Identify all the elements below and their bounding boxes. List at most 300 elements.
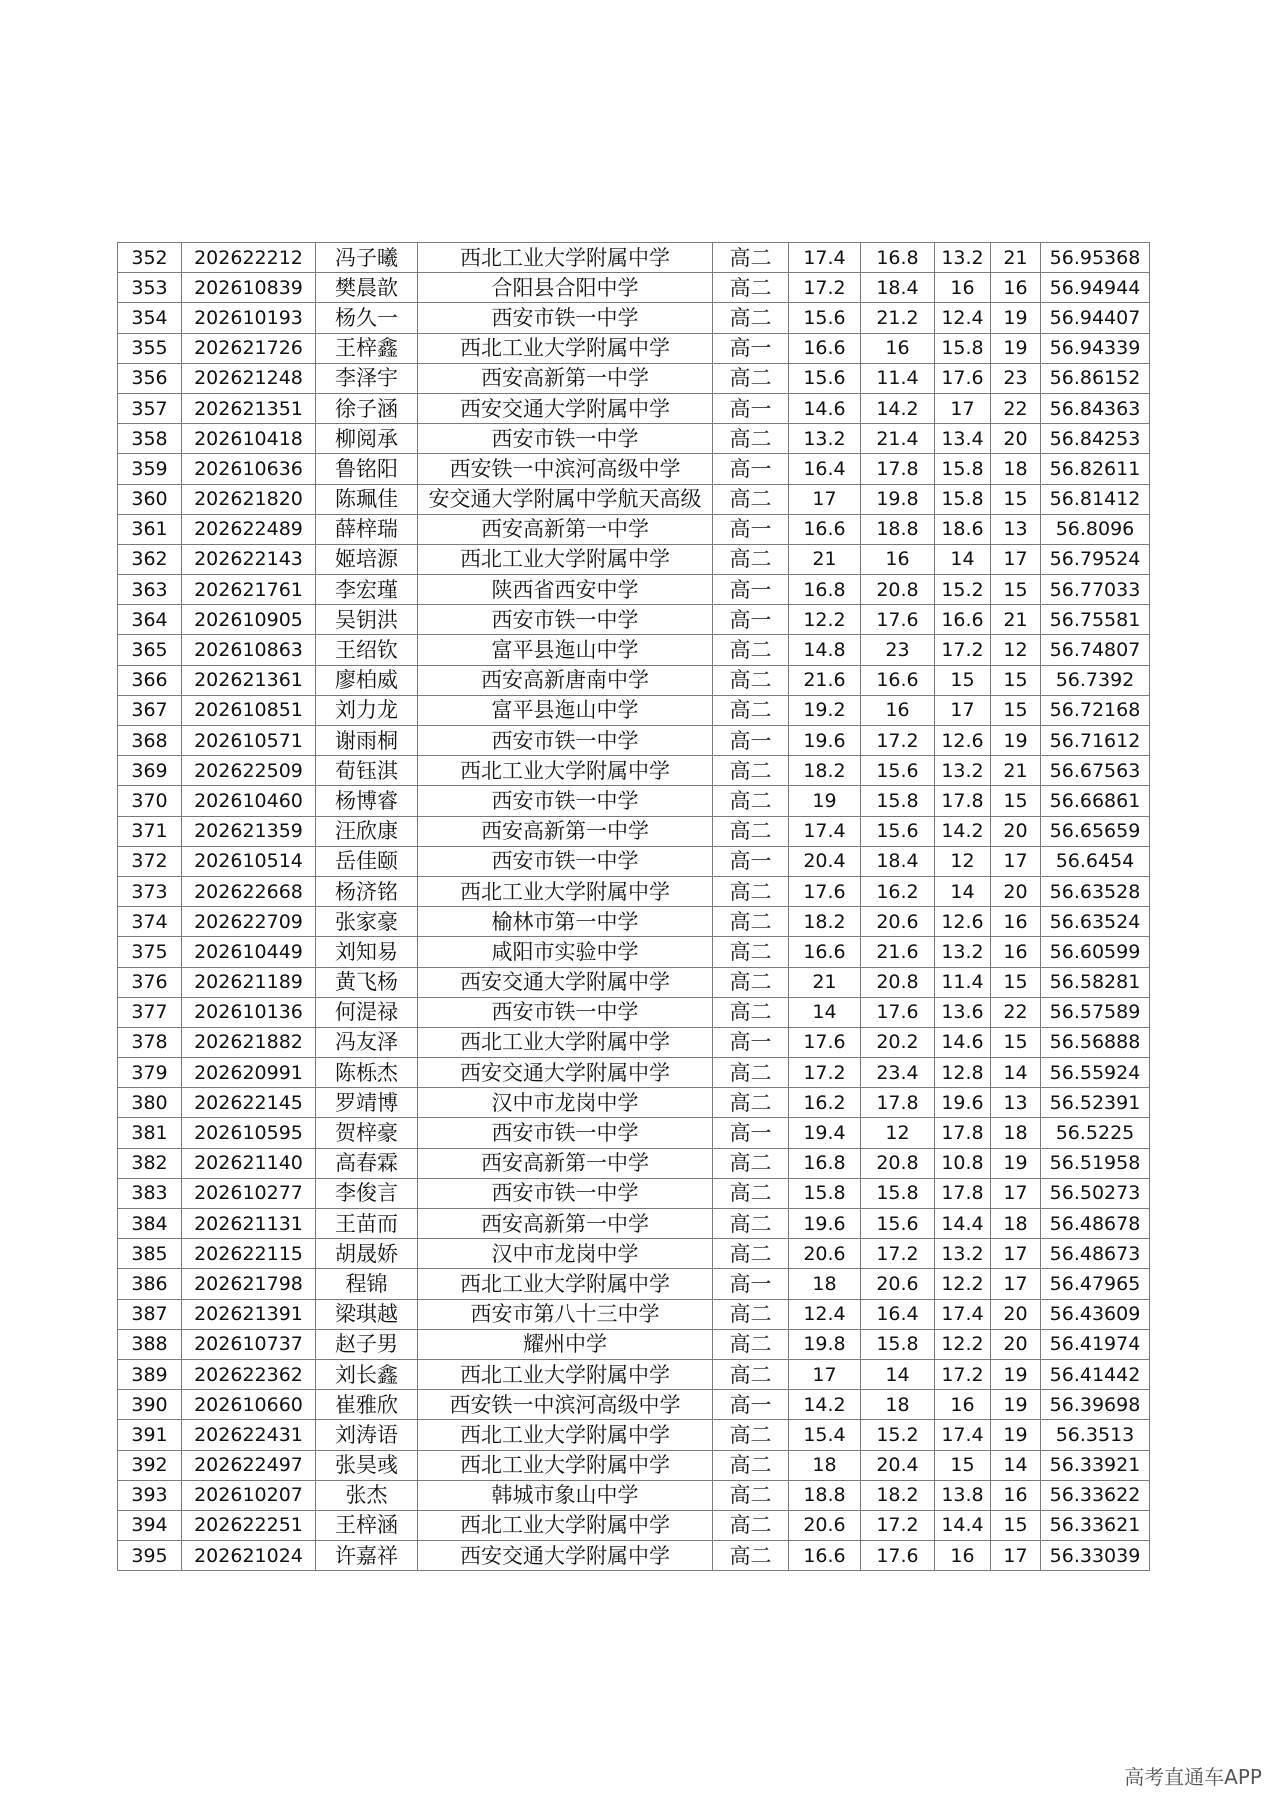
total-cell: 56.7392 — [1041, 665, 1150, 695]
id-cell: 202621140 — [182, 1148, 316, 1178]
grade-cell: 高二 — [713, 937, 789, 967]
name-cell: 徐子涵 — [316, 393, 418, 423]
name-cell: 许嘉祥 — [316, 1541, 418, 1571]
table-row — [118, 1148, 1150, 1178]
score-3-cell: 17 — [935, 695, 991, 725]
id-cell: 202610207 — [182, 1480, 316, 1510]
score-2-cell: 17.6 — [861, 1541, 935, 1571]
score-4-cell: 15 — [991, 484, 1041, 514]
table-row — [118, 846, 1150, 876]
rank-cell: 354 — [118, 303, 182, 333]
score-3-cell: 16.6 — [935, 605, 991, 635]
school-cell: 西安高新第一中学 — [418, 816, 713, 846]
id-cell: 202610136 — [182, 997, 316, 1027]
rank-cell: 379 — [118, 1058, 182, 1088]
grade-cell: 高二 — [713, 1239, 789, 1269]
score-1-cell: 17.2 — [789, 273, 861, 303]
score-2-cell: 18.4 — [861, 273, 935, 303]
score-2-cell: 16 — [861, 333, 935, 363]
total-cell: 56.48678 — [1041, 1209, 1150, 1239]
score-1-cell: 18.2 — [789, 756, 861, 786]
rank-cell: 377 — [118, 997, 182, 1027]
table-row — [118, 635, 1150, 665]
total-cell: 56.55924 — [1041, 1058, 1150, 1088]
total-cell: 56.33622 — [1041, 1480, 1150, 1510]
school-cell: 西安市铁一中学 — [418, 846, 713, 876]
rank-cell: 378 — [118, 1027, 182, 1057]
score-2-cell: 18.4 — [861, 846, 935, 876]
total-cell: 56.56888 — [1041, 1027, 1150, 1057]
name-cell: 陈珮佳 — [316, 484, 418, 514]
score-4-cell: 15 — [991, 967, 1041, 997]
rank-cell: 353 — [118, 273, 182, 303]
name-cell: 王梓鑫 — [316, 333, 418, 363]
score-1-cell: 16.8 — [789, 575, 861, 605]
score-1-cell: 14.6 — [789, 393, 861, 423]
id-cell: 202621351 — [182, 393, 316, 423]
name-cell: 黄飞杨 — [316, 967, 418, 997]
score-4-cell: 17 — [991, 544, 1041, 574]
score-3-cell: 17.8 — [935, 786, 991, 816]
score-4-cell: 19 — [991, 303, 1041, 333]
total-cell: 56.41974 — [1041, 1329, 1150, 1359]
table-row — [118, 665, 1150, 695]
name-cell: 李泽宇 — [316, 363, 418, 393]
school-cell: 西安市铁一中学 — [418, 1118, 713, 1148]
score-4-cell: 12 — [991, 635, 1041, 665]
grade-cell: 高一 — [713, 1390, 789, 1420]
table-row — [118, 1118, 1150, 1148]
total-cell: 56.8096 — [1041, 514, 1150, 544]
id-cell: 202622212 — [182, 243, 316, 273]
name-cell: 陈栎杰 — [316, 1058, 418, 1088]
school-cell: 西安高新第一中学 — [418, 363, 713, 393]
school-cell: 陕西省西安中学 — [418, 575, 713, 605]
score-2-cell: 19.8 — [861, 484, 935, 514]
total-cell: 56.95368 — [1041, 243, 1150, 273]
score-table-container — [117, 242, 1150, 1571]
score-4-cell: 23 — [991, 363, 1041, 393]
score-1-cell: 14.2 — [789, 1390, 861, 1420]
school-cell: 西北工业大学附属中学 — [418, 1510, 713, 1540]
score-4-cell: 13 — [991, 514, 1041, 544]
score-3-cell: 14.4 — [935, 1209, 991, 1239]
table-row — [118, 1058, 1150, 1088]
score-2-cell: 20.6 — [861, 1269, 935, 1299]
name-cell: 吴钥洪 — [316, 605, 418, 635]
score-2-cell: 23.4 — [861, 1058, 935, 1088]
school-cell: 汉中市龙岗中学 — [418, 1088, 713, 1118]
id-cell: 202621726 — [182, 333, 316, 363]
rank-cell: 367 — [118, 695, 182, 725]
school-cell: 西安交通大学附属中学 — [418, 1541, 713, 1571]
grade-cell: 高二 — [713, 1420, 789, 1450]
id-cell: 202610514 — [182, 846, 316, 876]
score-1-cell: 13.2 — [789, 424, 861, 454]
id-cell: 202622362 — [182, 1359, 316, 1389]
score-1-cell: 17.2 — [789, 1058, 861, 1088]
total-cell: 56.3513 — [1041, 1420, 1150, 1450]
score-1-cell: 21 — [789, 544, 861, 574]
grade-cell: 高一 — [713, 1118, 789, 1148]
table-row — [118, 1480, 1150, 1510]
rank-cell: 388 — [118, 1329, 182, 1359]
score-4-cell: 16 — [991, 1480, 1041, 1510]
rank-cell: 387 — [118, 1299, 182, 1329]
rank-cell: 368 — [118, 726, 182, 756]
grade-cell: 高二 — [713, 1510, 789, 1540]
id-cell: 202622143 — [182, 544, 316, 574]
rank-cell: 357 — [118, 393, 182, 423]
name-cell: 张杰 — [316, 1480, 418, 1510]
rank-cell: 355 — [118, 333, 182, 363]
table-row — [118, 514, 1150, 544]
total-cell: 56.41442 — [1041, 1359, 1150, 1389]
total-cell: 56.50273 — [1041, 1178, 1150, 1208]
score-3-cell: 17.2 — [935, 1359, 991, 1389]
score-4-cell: 22 — [991, 393, 1041, 423]
score-2-cell: 16 — [861, 695, 935, 725]
score-2-cell: 16.8 — [861, 243, 935, 273]
total-cell: 56.39698 — [1041, 1390, 1150, 1420]
score-3-cell: 13.2 — [935, 756, 991, 786]
rank-cell: 395 — [118, 1541, 182, 1571]
grade-cell: 高二 — [713, 1359, 789, 1389]
rank-cell: 393 — [118, 1480, 182, 1510]
id-cell: 202610460 — [182, 786, 316, 816]
table-row — [118, 876, 1150, 906]
total-cell: 56.84253 — [1041, 424, 1150, 454]
name-cell: 冯子曦 — [316, 243, 418, 273]
school-cell: 西安市铁一中学 — [418, 997, 713, 1027]
rank-cell: 392 — [118, 1450, 182, 1480]
grade-cell: 高一 — [713, 1269, 789, 1299]
score-2-cell: 11.4 — [861, 363, 935, 393]
total-cell: 56.52391 — [1041, 1088, 1150, 1118]
table-row — [118, 1209, 1150, 1239]
table-row — [118, 484, 1150, 514]
rank-cell: 374 — [118, 907, 182, 937]
total-cell: 56.72168 — [1041, 695, 1150, 725]
rank-cell: 366 — [118, 665, 182, 695]
total-cell: 56.63524 — [1041, 907, 1150, 937]
id-cell: 202622668 — [182, 876, 316, 906]
rank-cell: 362 — [118, 544, 182, 574]
grade-cell: 高二 — [713, 695, 789, 725]
name-cell: 杨久一 — [316, 303, 418, 333]
score-2-cell: 18 — [861, 1390, 935, 1420]
table-row — [118, 967, 1150, 997]
score-3-cell: 17.8 — [935, 1118, 991, 1148]
school-cell: 西安市铁一中学 — [418, 303, 713, 333]
total-cell: 56.94407 — [1041, 303, 1150, 333]
total-cell: 56.51958 — [1041, 1148, 1150, 1178]
rank-cell: 384 — [118, 1209, 182, 1239]
school-cell: 西安高新唐南中学 — [418, 665, 713, 695]
score-2-cell: 15.6 — [861, 1209, 935, 1239]
name-cell: 廖柏威 — [316, 665, 418, 695]
grade-cell: 高二 — [713, 424, 789, 454]
table-row — [118, 786, 1150, 816]
name-cell: 王苗而 — [316, 1209, 418, 1239]
grade-cell: 高二 — [713, 907, 789, 937]
grade-cell: 高二 — [713, 816, 789, 846]
id-cell: 202621391 — [182, 1299, 316, 1329]
name-cell: 罗靖博 — [316, 1088, 418, 1118]
score-3-cell: 16 — [935, 1541, 991, 1571]
score-2-cell: 12 — [861, 1118, 935, 1148]
score-3-cell: 13.8 — [935, 1480, 991, 1510]
id-cell: 202622115 — [182, 1239, 316, 1269]
id-cell: 202610737 — [182, 1329, 316, 1359]
table-row — [118, 695, 1150, 725]
score-4-cell: 21 — [991, 756, 1041, 786]
school-cell: 西安高新第一中学 — [418, 1209, 713, 1239]
grade-cell: 高二 — [713, 1148, 789, 1178]
table-row — [118, 243, 1150, 273]
school-cell: 西安交通大学附属中学 — [418, 1058, 713, 1088]
grade-cell: 高二 — [713, 1329, 789, 1359]
score-4-cell: 22 — [991, 997, 1041, 1027]
id-cell: 202621131 — [182, 1209, 316, 1239]
id-cell: 202610595 — [182, 1118, 316, 1148]
total-cell: 56.84363 — [1041, 393, 1150, 423]
grade-cell: 高二 — [713, 997, 789, 1027]
grade-cell: 高一 — [713, 393, 789, 423]
score-1-cell: 12.2 — [789, 605, 861, 635]
rank-cell: 375 — [118, 937, 182, 967]
score-1-cell: 20.6 — [789, 1510, 861, 1540]
score-3-cell: 15.8 — [935, 333, 991, 363]
score-2-cell: 18.2 — [861, 1480, 935, 1510]
school-cell: 西安交通大学附属中学 — [418, 393, 713, 423]
score-4-cell: 17 — [991, 1178, 1041, 1208]
score-2-cell: 17.6 — [861, 605, 935, 635]
score-3-cell: 15.8 — [935, 484, 991, 514]
score-1-cell: 19 — [789, 786, 861, 816]
grade-cell: 高二 — [713, 1058, 789, 1088]
total-cell: 56.5225 — [1041, 1118, 1150, 1148]
table-row — [118, 273, 1150, 303]
school-cell: 西安市铁一中学 — [418, 424, 713, 454]
table-row — [118, 363, 1150, 393]
score-2-cell: 20.8 — [861, 1148, 935, 1178]
name-cell: 杨博睿 — [316, 786, 418, 816]
score-4-cell: 14 — [991, 1058, 1041, 1088]
school-cell: 西北工业大学附属中学 — [418, 333, 713, 363]
name-cell: 贺梓豪 — [316, 1118, 418, 1148]
score-2-cell: 21.4 — [861, 424, 935, 454]
rank-cell: 364 — [118, 605, 182, 635]
name-cell: 何湜禄 — [316, 997, 418, 1027]
grade-cell: 高二 — [713, 786, 789, 816]
school-cell: 西北工业大学附属中学 — [418, 876, 713, 906]
school-cell: 汉中市龙岗中学 — [418, 1239, 713, 1269]
score-3-cell: 16 — [935, 1390, 991, 1420]
score-4-cell: 17 — [991, 846, 1041, 876]
score-4-cell: 20 — [991, 816, 1041, 846]
total-cell: 56.77033 — [1041, 575, 1150, 605]
school-cell: 西安交通大学附属中学 — [418, 967, 713, 997]
grade-cell: 高二 — [713, 243, 789, 273]
total-cell: 56.94339 — [1041, 333, 1150, 363]
score-2-cell: 15.2 — [861, 1420, 935, 1450]
rank-cell: 381 — [118, 1118, 182, 1148]
score-table — [117, 242, 1150, 1571]
name-cell: 姬培源 — [316, 544, 418, 574]
rank-cell: 376 — [118, 967, 182, 997]
score-3-cell: 12.8 — [935, 1058, 991, 1088]
school-cell: 西安市铁一中学 — [418, 605, 713, 635]
score-3-cell: 12 — [935, 846, 991, 876]
score-2-cell: 16.4 — [861, 1299, 935, 1329]
grade-cell: 高二 — [713, 635, 789, 665]
score-4-cell: 19 — [991, 333, 1041, 363]
score-2-cell: 15.8 — [861, 786, 935, 816]
school-cell: 合阳县合阳中学 — [418, 273, 713, 303]
score-2-cell: 20.2 — [861, 1027, 935, 1057]
id-cell: 202610277 — [182, 1178, 316, 1208]
score-4-cell: 15 — [991, 786, 1041, 816]
table-row — [118, 726, 1150, 756]
school-cell: 西北工业大学附属中学 — [418, 1359, 713, 1389]
id-cell: 202622431 — [182, 1420, 316, 1450]
score-1-cell: 16.8 — [789, 1148, 861, 1178]
name-cell: 柳阅承 — [316, 424, 418, 454]
score-3-cell: 13.4 — [935, 424, 991, 454]
score-1-cell: 19.8 — [789, 1329, 861, 1359]
table-row — [118, 756, 1150, 786]
id-cell: 202621798 — [182, 1269, 316, 1299]
score-4-cell: 17 — [991, 1269, 1041, 1299]
school-cell: 韩城市象山中学 — [418, 1480, 713, 1510]
score-2-cell: 15.8 — [861, 1178, 935, 1208]
table-row — [118, 1359, 1150, 1389]
table-row — [118, 997, 1150, 1027]
total-cell: 56.86152 — [1041, 363, 1150, 393]
grade-cell: 高一 — [713, 454, 789, 484]
name-cell: 王梓涵 — [316, 1510, 418, 1540]
score-3-cell: 12.2 — [935, 1329, 991, 1359]
school-cell: 西北工业大学附属中学 — [418, 544, 713, 574]
rank-cell: 382 — [118, 1148, 182, 1178]
id-cell: 202621189 — [182, 967, 316, 997]
table-row — [118, 1450, 1150, 1480]
id-cell: 202610636 — [182, 454, 316, 484]
school-cell: 安交通大学附属中学航天高级 — [418, 484, 713, 514]
table-row — [118, 937, 1150, 967]
score-3-cell: 15.2 — [935, 575, 991, 605]
total-cell: 56.6454 — [1041, 846, 1150, 876]
name-cell: 张家豪 — [316, 907, 418, 937]
score-4-cell: 18 — [991, 454, 1041, 484]
rank-cell: 383 — [118, 1178, 182, 1208]
score-3-cell: 13.6 — [935, 997, 991, 1027]
score-4-cell: 20 — [991, 1329, 1041, 1359]
score-2-cell: 21.6 — [861, 937, 935, 967]
table-row — [118, 424, 1150, 454]
score-4-cell: 15 — [991, 695, 1041, 725]
score-3-cell: 11.4 — [935, 967, 991, 997]
rank-cell: 359 — [118, 454, 182, 484]
score-4-cell: 18 — [991, 1209, 1041, 1239]
school-cell: 榆林市第一中学 — [418, 907, 713, 937]
score-2-cell: 20.6 — [861, 907, 935, 937]
score-1-cell: 18 — [789, 1450, 861, 1480]
score-4-cell: 19 — [991, 1359, 1041, 1389]
table-row — [118, 1299, 1150, 1329]
id-cell: 202610418 — [182, 424, 316, 454]
score-2-cell: 17.2 — [861, 726, 935, 756]
score-2-cell: 17.2 — [861, 1239, 935, 1269]
score-1-cell: 17 — [789, 484, 861, 514]
score-4-cell: 15 — [991, 665, 1041, 695]
school-cell: 西北工业大学附属中学 — [418, 1450, 713, 1480]
table-row — [118, 907, 1150, 937]
school-cell: 富平县迤山中学 — [418, 635, 713, 665]
total-cell: 56.33921 — [1041, 1450, 1150, 1480]
score-3-cell: 12.4 — [935, 303, 991, 333]
id-cell: 202610571 — [182, 726, 316, 756]
id-cell: 202610449 — [182, 937, 316, 967]
score-3-cell: 17.6 — [935, 363, 991, 393]
id-cell: 202610660 — [182, 1390, 316, 1420]
total-cell: 56.65659 — [1041, 816, 1150, 846]
score-1-cell: 20.6 — [789, 1239, 861, 1269]
rank-cell: 361 — [118, 514, 182, 544]
score-3-cell: 12.6 — [935, 726, 991, 756]
id-cell: 202622509 — [182, 756, 316, 786]
score-4-cell: 20 — [991, 424, 1041, 454]
score-4-cell: 15 — [991, 575, 1041, 605]
total-cell: 56.82611 — [1041, 454, 1150, 484]
score-4-cell: 15 — [991, 1510, 1041, 1540]
score-1-cell: 15.6 — [789, 303, 861, 333]
id-cell: 202620991 — [182, 1058, 316, 1088]
total-cell: 56.43609 — [1041, 1299, 1150, 1329]
score-1-cell: 16.4 — [789, 454, 861, 484]
score-1-cell: 16.6 — [789, 1541, 861, 1571]
rank-cell: 356 — [118, 363, 182, 393]
score-4-cell: 16 — [991, 273, 1041, 303]
table-row — [118, 454, 1150, 484]
score-2-cell: 16 — [861, 544, 935, 574]
school-cell: 西安高新第一中学 — [418, 1148, 713, 1178]
score-1-cell: 21 — [789, 967, 861, 997]
name-cell: 杨济铭 — [316, 876, 418, 906]
id-cell: 202610851 — [182, 695, 316, 725]
score-1-cell: 19.2 — [789, 695, 861, 725]
id-cell: 202622145 — [182, 1088, 316, 1118]
score-3-cell: 17.4 — [935, 1299, 991, 1329]
score-4-cell: 17 — [991, 1541, 1041, 1571]
school-cell: 西安铁一中滨河高级中学 — [418, 454, 713, 484]
school-cell: 西北工业大学附属中学 — [418, 1027, 713, 1057]
score-1-cell: 16.6 — [789, 333, 861, 363]
table-row — [118, 1027, 1150, 1057]
school-cell: 西北工业大学附属中学 — [418, 243, 713, 273]
score-4-cell: 18 — [991, 1118, 1041, 1148]
total-cell: 56.33621 — [1041, 1510, 1150, 1540]
grade-cell: 高二 — [713, 544, 789, 574]
name-cell: 李俊言 — [316, 1178, 418, 1208]
rank-cell: 363 — [118, 575, 182, 605]
score-1-cell: 19.4 — [789, 1118, 861, 1148]
rank-cell: 380 — [118, 1088, 182, 1118]
school-cell: 西安市铁一中学 — [418, 786, 713, 816]
id-cell: 202621248 — [182, 363, 316, 393]
table-row — [118, 605, 1150, 635]
